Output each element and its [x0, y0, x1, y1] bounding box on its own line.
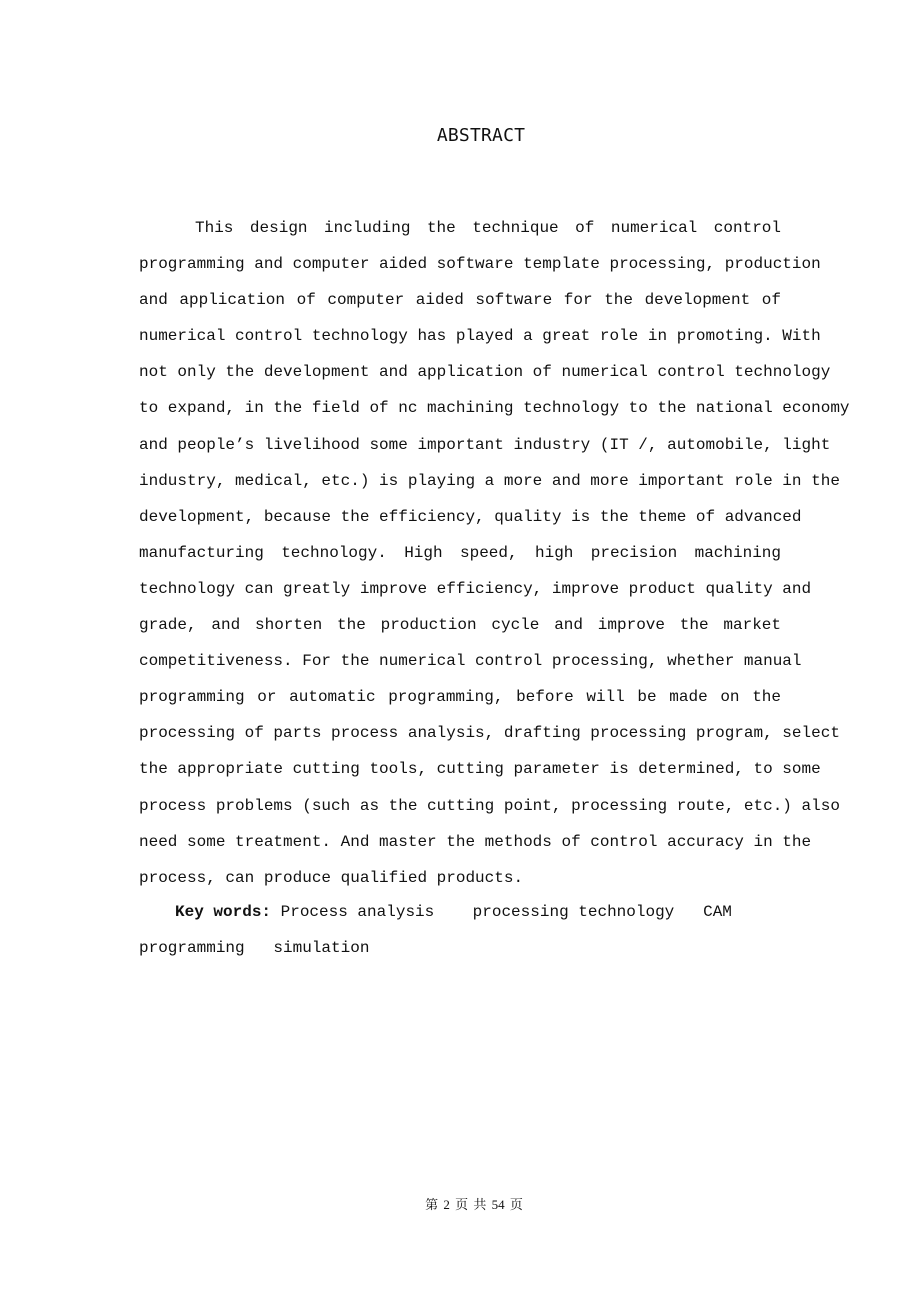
paragraph-line: competitiveness. For the numerical control processing, whether manual — [139, 652, 802, 671]
paragraph-line: and application of computer aided software for the development of — [139, 291, 781, 310]
keywords-values-1: Process analysis processing technology CAM — [271, 903, 732, 921]
paragraph-line: to expand, in the field of nc machining technology to the national economy — [139, 399, 850, 418]
paragraph-line: not only the development and application of numerical control technology — [139, 363, 831, 382]
paragraph-line: need some treatment. And master the methods of control accuracy in the — [139, 832, 812, 851]
keywords-section — [139, 894, 781, 966]
keywords-line-2: programming simulation — [139, 939, 370, 958]
paragraph-line: processing of parts process analysis, drafting processing program, select — [139, 724, 840, 743]
page-title: ABSTRACT — [436, 125, 526, 146]
page-footer: 第 2 页 共 54 页 — [425, 1197, 523, 1212]
paragraph-line: numerical control technology has played a great role in promoting. With — [139, 327, 821, 346]
paragraph-line: process, can produce qualified products. — [139, 868, 524, 887]
paragraph-line: industry, medical, etc.) is playing a more and more important role in the — [139, 471, 840, 490]
paragraph-line: the appropriate cutting tools, cutting parameter is determined, to some — [139, 760, 821, 779]
paragraph-line: grade, and shorten the production cycle and improve the market — [139, 616, 781, 635]
paragraph-line: programming and computer aided software template processing, production — [139, 255, 821, 274]
paragraph-line: development, because the efficiency, quality is the theme of advanced — [139, 507, 802, 526]
keywords-label: Key words: — [175, 903, 272, 921]
paragraph-line: programming or automatic programming, before will be made on the — [139, 688, 781, 707]
paragraph-line: and people’s livelihood some important industry (IT /, automobile, light — [139, 435, 831, 454]
paragraph-line: technology can greatly improve efficiency, improve product quality and — [139, 579, 812, 598]
paragraph-line: manufacturing technology. High speed, high precision machining — [139, 543, 781, 562]
abstract-paragraph — [139, 210, 850, 896]
paragraph-line: This design including the technique of numerical control — [195, 219, 781, 237]
paragraph-line: process problems (such as the cutting point, processing route, etc.) also — [139, 796, 840, 815]
keywords-line-1 — [139, 894, 781, 930]
